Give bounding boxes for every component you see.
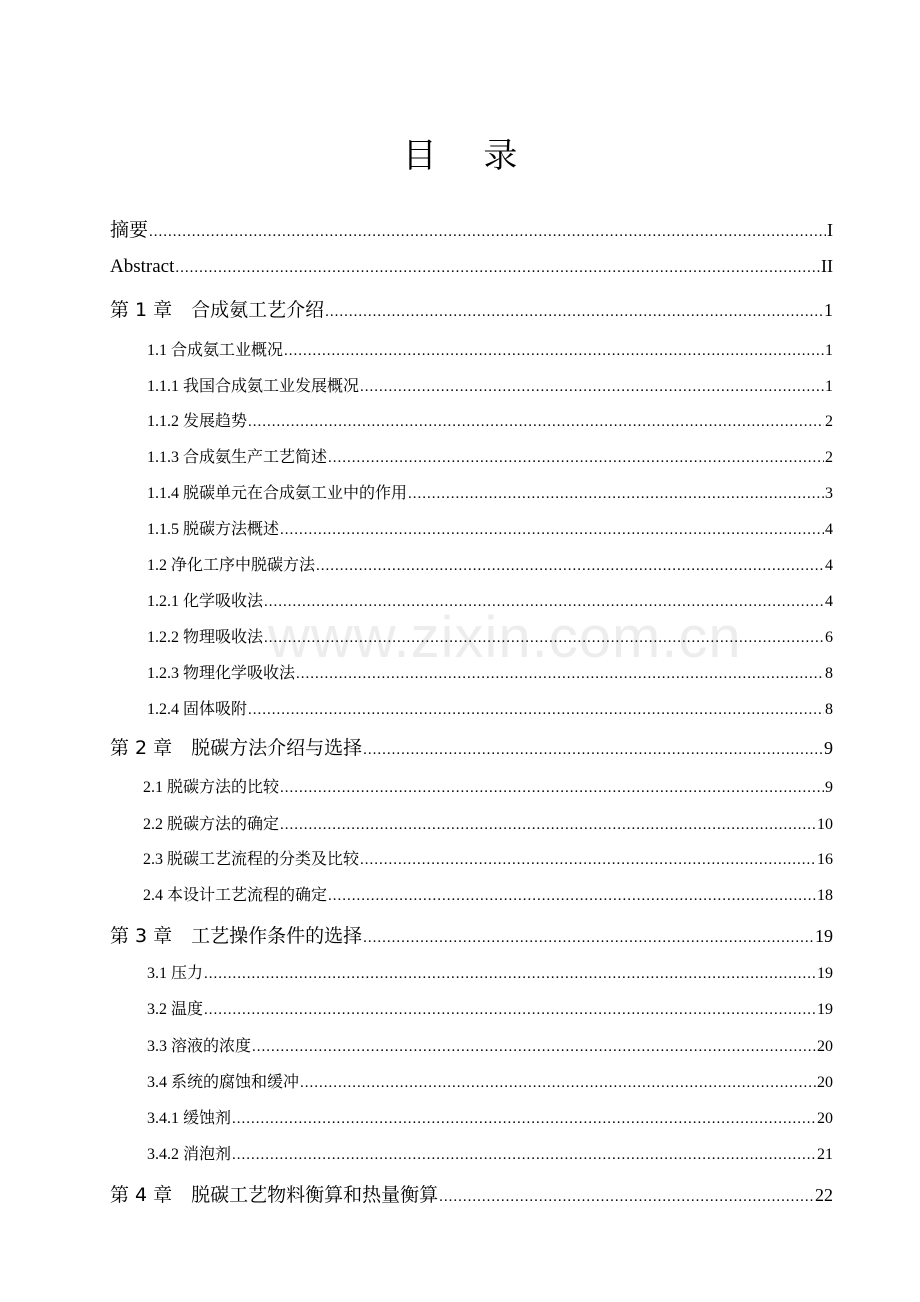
toc-entry-section-3-4-1[interactable] bbox=[147, 1105, 833, 1128]
toc-entry-label: 1.1.2 发展趋势 bbox=[147, 413, 248, 430]
toc-leader-dots bbox=[280, 522, 824, 539]
toc-entry-section-3-4[interactable] bbox=[147, 1069, 833, 1092]
toc-entry-page: 9 bbox=[825, 779, 833, 796]
toc-entry-page: II bbox=[821, 256, 833, 276]
toc-entry-section-1-1-1[interactable] bbox=[147, 373, 833, 396]
toc-entry-section-2-1[interactable] bbox=[143, 774, 833, 797]
toc-leader-dots bbox=[408, 486, 824, 503]
toc-leader-dots bbox=[204, 966, 816, 983]
toc-leader-dots bbox=[232, 1111, 816, 1128]
toc-entry-page: 4 bbox=[825, 521, 833, 538]
toc-entry-page: 18 bbox=[817, 887, 833, 904]
toc-entry-section-3-1[interactable] bbox=[147, 960, 833, 983]
toc-entry-section-1-1-5[interactable] bbox=[147, 516, 833, 539]
toc-leader-dots bbox=[363, 742, 823, 759]
toc-leader-dots bbox=[325, 304, 823, 321]
toc-leader-dots bbox=[248, 414, 824, 431]
toc-entry-section-1-2[interactable] bbox=[147, 552, 833, 575]
toc-entry-section-3-2[interactable] bbox=[147, 996, 833, 1019]
toc-entry-label: 3.1 压力 bbox=[147, 965, 204, 982]
toc-leader-dots bbox=[439, 1189, 814, 1206]
toc-entry-page: 1 bbox=[825, 342, 833, 359]
toc-entry-chapter-4[interactable] bbox=[110, 1180, 833, 1207]
toc-entry-page: 4 bbox=[825, 557, 833, 574]
toc-entry-page: 19 bbox=[817, 1001, 833, 1018]
toc-leader-dots bbox=[363, 930, 814, 947]
toc-entry-label: Abstract bbox=[110, 256, 175, 277]
toc-entry-label: 第 3 章 工艺操作条件的选择 bbox=[110, 925, 363, 947]
toc-entry-section-1-1-2[interactable] bbox=[147, 408, 833, 431]
toc-entry-page: 10 bbox=[817, 816, 833, 833]
toc-entry-label: 1.2.2 物理吸收法 bbox=[147, 629, 264, 646]
toc-leader-dots bbox=[280, 780, 824, 797]
toc-leader-dots bbox=[284, 343, 824, 360]
toc-entry-section-1-1[interactable] bbox=[147, 337, 833, 360]
toc-leader-dots bbox=[360, 852, 816, 869]
toc-entry-page: 20 bbox=[817, 1110, 833, 1127]
toc-entry-label: 1.2.3 物理化学吸收法 bbox=[147, 665, 296, 682]
toc-entry-page: 3 bbox=[825, 485, 833, 502]
toc-entry-page: 8 bbox=[825, 701, 833, 718]
toc-leader-dots bbox=[175, 260, 820, 277]
toc-entry-label: 2.4 本设计工艺流程的确定 bbox=[143, 887, 328, 904]
toc-entry-page: 6 bbox=[825, 629, 833, 646]
toc-leader-dots bbox=[328, 450, 824, 467]
toc-entry-page: 19 bbox=[815, 926, 833, 946]
toc-leader-dots bbox=[149, 224, 826, 241]
toc-entry-label: 1.1 合成氨工业概况 bbox=[147, 342, 284, 359]
toc-entry-label: 3.4.2 消泡剂 bbox=[147, 1146, 232, 1163]
toc-entry-page: 2 bbox=[825, 413, 833, 430]
toc-entry-page: 16 bbox=[817, 851, 833, 868]
toc-entry-abstract-en[interactable] bbox=[110, 256, 833, 278]
toc-entry-section-1-1-3[interactable] bbox=[147, 444, 833, 467]
toc-entry-page: 20 bbox=[817, 1038, 833, 1055]
toc-entry-label: 1.1.3 合成氨生产工艺简述 bbox=[147, 449, 328, 466]
toc-entry-section-2-4[interactable] bbox=[143, 882, 833, 905]
toc-entry-label: 2.3 脱碳工艺流程的分类及比较 bbox=[143, 851, 360, 868]
toc-entry-page: 9 bbox=[824, 738, 833, 758]
toc-entry-label: 3.3 溶液的浓度 bbox=[147, 1038, 252, 1055]
toc-leader-dots bbox=[252, 1039, 816, 1056]
toc-entry-label: 2.2 脱碳方法的确定 bbox=[143, 816, 280, 833]
toc-entry-section-3-4-2[interactable] bbox=[147, 1141, 833, 1164]
watermark: www.zixin.com.cn bbox=[268, 605, 742, 670]
toc-leader-dots bbox=[204, 1002, 816, 1019]
toc-entry-page: I bbox=[827, 220, 833, 240]
toc-entry-label: 3.4.1 缓蚀剂 bbox=[147, 1110, 232, 1127]
toc-entry-page: 8 bbox=[825, 665, 833, 682]
toc-entry-label: 摘要 bbox=[110, 219, 149, 241]
toc-entry-chapter-3[interactable] bbox=[110, 921, 833, 948]
toc-entry-section-1-2-4[interactable] bbox=[147, 696, 833, 719]
toc-leader-dots bbox=[328, 888, 816, 905]
toc-entry-chapter-1[interactable] bbox=[110, 295, 833, 322]
toc-entry-section-3-3[interactable] bbox=[147, 1033, 833, 1056]
toc-entry-page: 22 bbox=[815, 1185, 833, 1205]
toc-entry-label: 1.1.5 脱碳方法概述 bbox=[147, 521, 280, 538]
toc-entry-page: 19 bbox=[817, 965, 833, 982]
toc-entry-label: 2.1 脱碳方法的比较 bbox=[143, 779, 280, 796]
toc-entry-label: 1.2 净化工序中脱碳方法 bbox=[147, 557, 316, 574]
toc-leader-dots bbox=[280, 817, 816, 834]
toc-entry-abstract-cn[interactable] bbox=[110, 215, 833, 242]
toc-leader-dots bbox=[300, 1075, 816, 1092]
toc-entry-label: 1.1.1 我国合成氨工业发展概况 bbox=[147, 378, 360, 395]
toc-entry-section-1-1-4[interactable] bbox=[147, 480, 833, 503]
toc-entry-chapter-2[interactable] bbox=[110, 733, 833, 760]
toc-entry-page: 20 bbox=[817, 1074, 833, 1091]
page-title: 目 录 bbox=[402, 136, 536, 176]
toc-entry-label: 1.1.4 脱碳单元在合成氨工业中的作用 bbox=[147, 485, 408, 502]
toc-entry-page: 2 bbox=[825, 449, 833, 466]
toc-leader-dots bbox=[232, 1147, 816, 1164]
toc-entry-label: 3.4 系统的腐蚀和缓冲 bbox=[147, 1074, 300, 1091]
toc-leader-dots bbox=[360, 379, 824, 396]
toc-leader-dots bbox=[248, 702, 824, 719]
toc-entry-label: 第 1 章 合成氨工艺介绍 bbox=[110, 299, 325, 321]
toc-entry-section-2-3[interactable] bbox=[143, 846, 833, 869]
toc-leader-dots bbox=[316, 558, 824, 575]
toc-entry-section-2-2[interactable] bbox=[143, 811, 833, 834]
toc-entry-page: 21 bbox=[817, 1146, 833, 1163]
toc-entry-page: 4 bbox=[825, 593, 833, 610]
toc-entry-page: 1 bbox=[824, 300, 833, 320]
toc-entry-label: 3.2 温度 bbox=[147, 1001, 204, 1018]
toc-entry-label: 第 2 章 脱碳方法介绍与选择 bbox=[110, 737, 363, 759]
toc-entry-label: 1.2.4 固体吸附 bbox=[147, 701, 248, 718]
toc-entry-label: 第 4 章 脱碳工艺物料衡算和热量衡算 bbox=[110, 1184, 439, 1206]
toc-entry-page: 1 bbox=[825, 378, 833, 395]
toc-entry-label: 1.2.1 化学吸收法 bbox=[147, 593, 264, 610]
